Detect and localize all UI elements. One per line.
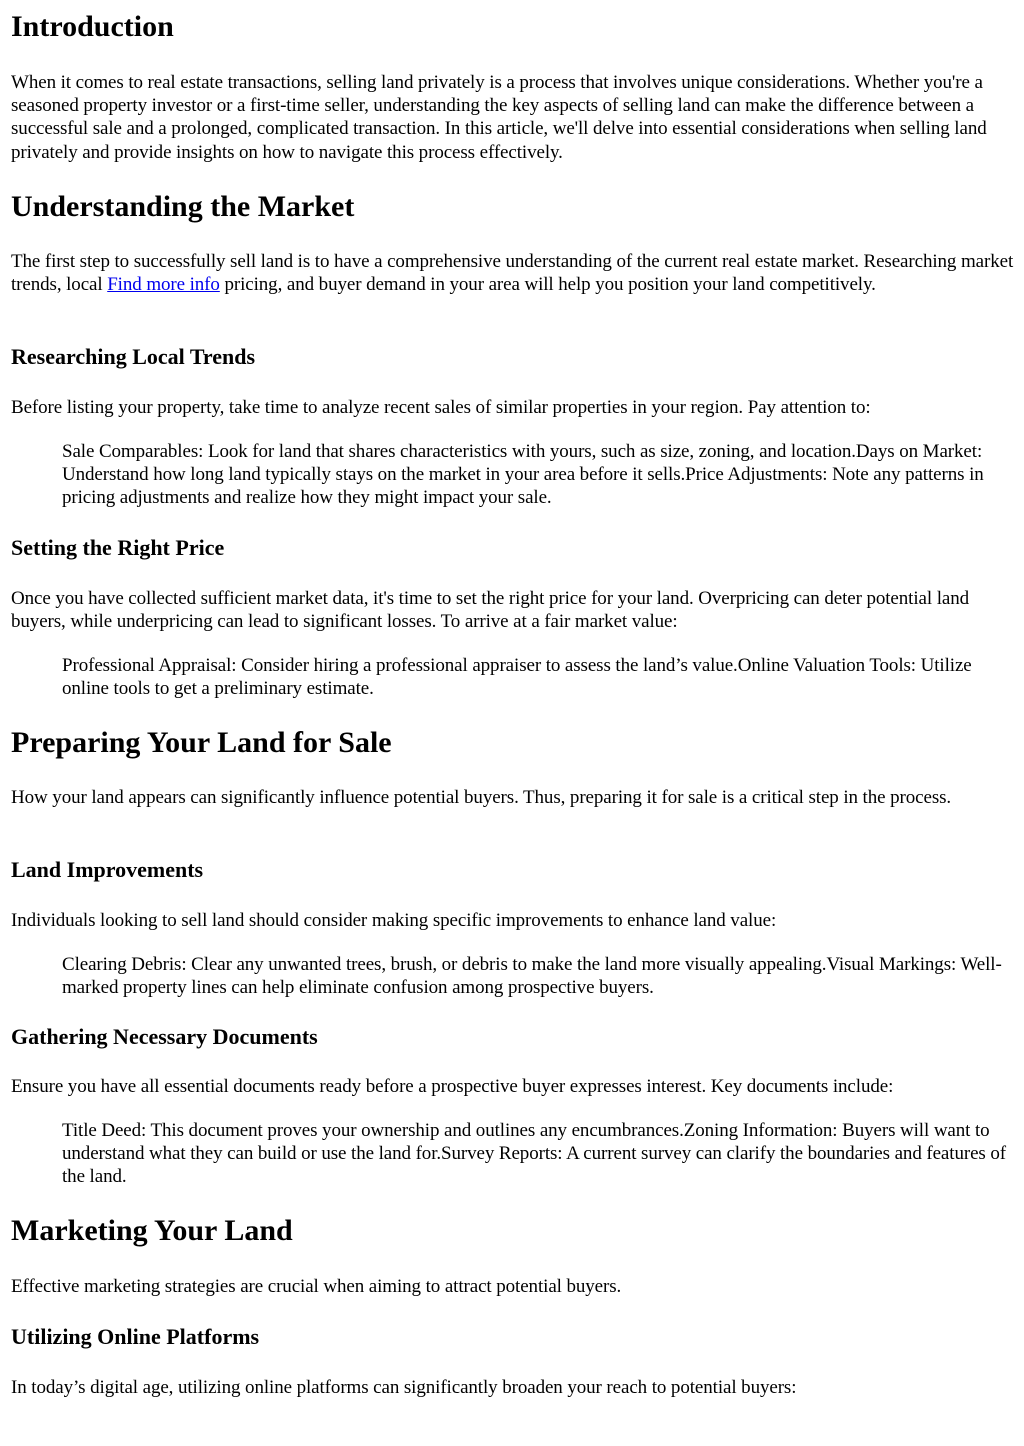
- researching-paragraph: Before listing your property, take time to analyze recent sales of similar properties in your region. Pay attention to:: [11, 397, 871, 418]
- market-paragraph-end: pricing, and buyer demand in your area will help you position your land competitively.: [219, 274, 876, 296]
- find-more-info-link[interactable]: Find more info: [107, 274, 220, 296]
- researching-heading: Researching Local Trends: [11, 344, 256, 369]
- market-paragraph-start: The first step to successfully sell land is to have a comprehensive understanding of the current real estate market. Researching market trends, local: [11, 251, 1014, 296]
- documents-heading: Gathering Necessary Documents: [11, 1024, 318, 1049]
- preparing-paragraph: How your land appears can significantly influence potential buyers. Thus, preparing it for sale is a critical step in the process.: [11, 787, 952, 808]
- preparing-heading: Preparing Your Land for Sale: [11, 726, 392, 759]
- online-heading: Utilizing Online Platforms: [11, 1324, 260, 1349]
- documents-quote: Title Deed: This document proves your ownership and outlines any encumbrances.Zoning Information: Buyers will want to understand what they can build or use the land for.Survey Reports: A current survey can clarify the boundaries and features of the land.: [62, 1120, 1006, 1188]
- pricing-quote: Professional Appraisal: Consider hiring a professional appraiser to assess the land’s value.Online Valuation Tools: Utilize online tools to get a preliminary estimate.: [62, 655, 972, 700]
- intro-paragraph: When it comes to real estate transactions, selling land privately is a process that involves unique considerations. Whether you're a seasoned property investor or a first-time seller, understanding the key aspects of selling land can make the difference between a successful sale and a prolonged, complicated transaction. In this article, we'll delve into essential considerations when selling land privately and provide insights on how to navigate this process effectively.: [11, 72, 987, 163]
- improvements-paragraph: Individuals looking to sell land should consider making specific improvements to enhance land value:: [11, 910, 777, 931]
- market-heading: Understanding the Market: [11, 190, 355, 223]
- marketing-paragraph: Effective marketing strategies are crucial when aiming to attract potential buyers.: [11, 1276, 622, 1297]
- intro-heading: Introduction: [11, 10, 174, 43]
- improvements-heading: Land Improvements: [11, 857, 204, 882]
- marketing-heading: Marketing Your Land: [11, 1214, 293, 1247]
- market-paragraph: [11, 250, 1015, 296]
- improvements-quote: Clearing Debris: Clear any unwanted trees, brush, or debris to make the land more visually appealing.Visual Markings: Well-marked property lines can help eliminate confusion among prospective buyers.: [62, 954, 1002, 999]
- online-paragraph: In today’s digital age, utilizing online platforms can significantly broaden your reach to potential buyers:: [11, 1377, 797, 1398]
- researching-quote: Sale Comparables: Look for land that shares characteristics with yours, such as size, zoning, and location.Days on Market: Understand how long land typically stays on the market in your area before it sells.Price Adjustments: Note any patterns in pricing adjustments and realize how they might impact your sale.: [62, 441, 984, 509]
- pricing-paragraph: Once you have collected sufficient market data, it's time to set the right price for your land. Overpricing can deter potential land buyers, while underpricing can lead to significant losses. To arrive at a fair market value:: [11, 588, 969, 633]
- documents-paragraph: Ensure you have all essential documents ready before a prospective buyer expresses interest. Key documents include:: [11, 1076, 894, 1097]
- pricing-heading: Setting the Right Price: [11, 535, 225, 560]
